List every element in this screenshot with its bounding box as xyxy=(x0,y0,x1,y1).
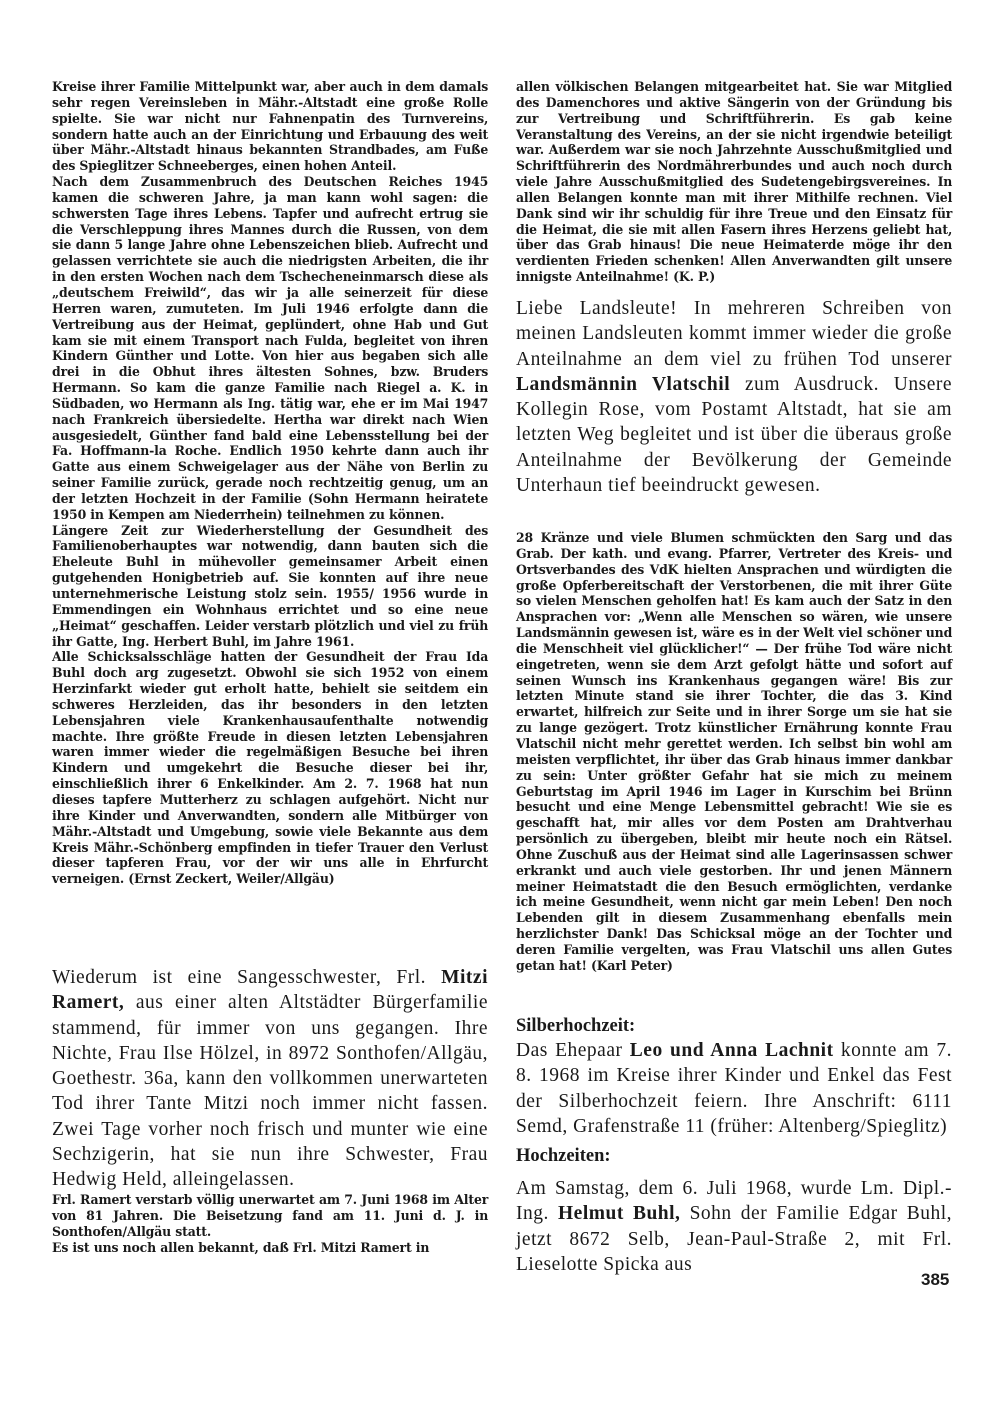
lead-paragraph xyxy=(52,965,488,1193)
paragraph xyxy=(516,1176,952,1277)
text: Das Ehepaar xyxy=(516,1040,630,1061)
person-name: Landsmännin Vlatschil xyxy=(516,373,731,395)
person-name: Mitzi Ramert, xyxy=(52,967,488,1014)
section-silberhochzeit xyxy=(516,1014,952,1139)
lead-paragraph xyxy=(516,296,952,498)
lead-text: Wiederum ist eine Sangesschwester, Frl. xyxy=(52,967,442,988)
article-buhl xyxy=(52,80,488,888)
section-heading: Silberhochzeit: xyxy=(516,1016,636,1036)
paragraph: Frl. Ramert verstarb völlig unerwartet am 7. Juni 1968 im Alter von 81 Jahren. Die Beisetzung fand am 11. Juni d. J. in Sonthofen/Allgäu statt. xyxy=(52,1192,489,1240)
section-heading: Hochzeiten: xyxy=(516,1146,611,1166)
paragraph: Es ist uns noch allen bekannt, daß Frl. Mitzi Ramert in xyxy=(52,1239,430,1256)
person-name: Leo und Anna Lachnit xyxy=(629,1040,834,1061)
lead-text: aus einer alten Altstädter Bürgerfamilie stammend, für immer von uns gegangen. Ihre Nichte, Frau Ilse Hölzel, in 8972 Sonthofen/Allgäu, Goethestr. 36a, kann den vollkommen unerwarteten Tod ihrer Tante Mitzi noch immer nicht fassen. Zwei Tage vorher noch frisch und munter wie eine Sechzigerin, hat sie nun ihre Schwester, Frau Hedwig Held, alleingelassen. xyxy=(52,992,488,1191)
page-number: 385 xyxy=(921,1270,950,1289)
article-ramert-details xyxy=(52,1193,488,1256)
text: konnte am 7. 8. 1968 im Kreise ihrer Kinder und Enkel das Fest der Silberhochzeit feiern. Ihre Anschrift: 6111 Semd, Grafenstraße 11 (früher: Altenberg/Spieglitz) xyxy=(516,1040,952,1137)
paragraph: 28 Kränze und viele Blumen schmückten den Sarg und das Grab. Der kath. und evang. Pfarrer, Vertreter des Kreis- und Ortsverbandes des VdK hielten Ansprachen und würdigten die große Opferbereitschaft der Verstorbenen, die mit ihrer Güte so vielen Menschen geholfen hat! Es kam auch der Satz in den Ansprachen vor: „Wenn alle Menschen so wären, wie unsere Landsmännin gewesen ist, wäre es in der Welt viel schöner und die Menschheit viel glücklicher!“ — Der frühe Tod wäre nicht eingetreten, wenn sie dem Arzt gefolgt hätte und sofort auf seinen Wunsch ins Krankenhaus gegangen wäre! Bis zur letzten Minute stand sie ihrer Tochter, die das 3. Kind erwartet, hilfreich zur Seite und in ihrer Sorge um sie hat sie zu lange gezögert. Trotz künstlicher Ernährung konnte Frau Vlatschil nicht mehr gerettet werden. Ich selbst bin wohl am meisten verpflichtet, ihr über das Grab hinaus immer dankbar zu sein: Unter größter Gefahr hat sie mich zu meinem Geburtstag im April 1946 im Lager in Kurschim bei Brünn besucht und eine Menge Lebensmittel gebracht! Wie sie es geschafft hat, mir alles vor dem Posten am Drahtverhau persönlich zu übergeben, bleibt mir heute noch ein Rätsel. Ohne Zuschuß aus der Heimat sind alle Lagerinsassen schwer erkrankt und auch viele gestorben. Ihr und jenen Männern meiner Heimatstadt die den Besuch ermöglichten, verdanke ich meine Gesundheit, wenn nicht gar mein Leben! Den noch Lebenden gilt in diesem Zusammenhang ebenfalls mein herzlichster Dank! Das Schicksal möge an der Tochter und deren Familie vergelten, was Frau Vlatschil uns allen Gutes getan hat! (Karl Peter) xyxy=(516,530,953,974)
paragraph: allen völkischen Belangen mitgearbeitet hat. Sie war Mitglied des Damenchores und aktive Sängerin von der Gründung bis zur Vertreibung und Schriftführerin. Es gab keine Veranstaltung des Vereins, an der sie nicht irgendwie beteiligt war. Außerdem war sie noch Jahrzehnte Ausschußmitglied und Schriftführerin des Nordmährerbundes und auch noch durch viele Jahre Ausschußmitglied des Sudetengebirgsvereines. In allen Belangen konnte man mit ihrer Mithilfe rechnen. Viel Dank sind wir ihr schuldig für ihre Treue und den Einsatz für die Heimat, die sie mit allen Fasern ihres Herzens geliebt hat, über das Grab hinaus! Die neue Heimaterde möge ihr den verdienten Frieden schenken! Allen Anverwandten gilt unsere innigste Anteilnahme! (K. P.) xyxy=(516,79,953,286)
paragraph: Kreise ihrer Familie Mittelpunkt war, aber auch in dem damals sehr regen Vereinsleben in Mähr.-Altstadt eine große Rolle spielte. Sie war nicht nur Fahnenpatin des Turnvereins, sondern hatte auch an der Einrichtung und Erbauung des weit über Mähr.-Altstadt hinaus bekannten Strandbades, am Fuße des Spieglitzer Schneeberges, einen hohen Anteil. xyxy=(52,79,489,175)
article-vlatschil-details xyxy=(516,531,952,975)
paragraph: Längere Zeit zur Wiederherstellung der Gesundheit des Familienoberhauptes war notwendig, dann bauten sich die Eheleute Buhl in mühevoller gemeinsamer Arbeit einen gutgehenden Honigbetrieb auf. Sie konnten auf ihre neue unternehmerische Leistung stolz sein. 1955/ 1956 wurde in Emmendingen ein Wohnhaus errichtet und so eine neue „Heimat“ geschaffen. Leider verstarb plötzlich und viel zu früh ihr Gatte, Ing. Herbert Buhl, im Jahre 1961. xyxy=(52,522,489,650)
article-ramert xyxy=(52,965,488,1193)
person-name: Helmut Buhl, xyxy=(558,1203,681,1225)
article-vlatschil xyxy=(516,296,952,498)
paragraph: Alle Schicksalsschläge hatten der Gesundheit der Frau Ida Buhl doch arg zugesetzt. Obwohl sie sich 1952 von einem Herzinfarkt wieder gut erholt hatte, behielt sie seitdem ein schweres Herzleiden, das ihr besonders in den letzten Lebensjahren viele Krankenhausaufenthalte notwendig machte. Ihre größte Freude in diesen letzten Lebensjahren waren immer wieder die regelmäßigen Besuche bei ihren Kindern und umgekehrt die Besuche dieser bei ihr, einschließlich ihrer 6 Enkelkinder. Am 2. 7. 1968 hat nun dieses tapfere Mutterherz zu schlagen aufgehört. Nicht nur ihre Kinder und Anverwandten, sondern alle Mitbürger von Mähr.-Altstadt und Umgebung, sowie viele Bekannte aus dem Kreis Mähr.-Schönberg empfinden in tiefer Trauer den Verlust dieser tapferen Frau, vor der wir uns alle in Ehrfurcht verneigen. (Ernst Zeckert, Weiler/Allgäu) xyxy=(52,649,489,888)
paragraph xyxy=(516,1038,952,1139)
lead-text: zum Ausdruck. Unsere Kollegin Rose, vom Postamt Altstadt, hat sie am letzten Weg begleitet und ist über die überaus große Anteilnahme der Bevölkerung der Gemeinde Unterhaun tief beeindruckt gewesen. xyxy=(516,373,953,497)
text: Am Samstag, dem 6. Juli 1968, wurde Lm. Dipl.-Ing. xyxy=(516,1178,952,1225)
lead-text: Liebe Landsleute! In mehreren Schreiben von meinen Landsleuten kommt immer wieder die große Anteilnahme an dem viel zu frühen Tod unserer xyxy=(516,298,952,370)
text: Sohn der Familie Edgar Buhl, jetzt 8672 Selb, Jean-Paul-Straße 2, mit Frl. Lieselotte Spicka aus xyxy=(516,1203,952,1275)
article-ramert-continued xyxy=(516,80,952,286)
paragraph: Nach dem Zusammenbruch des Deutschen Reiches 1945 kamen die schweren Jahre, ja man kann wohl sagen: die schwersten Tage ihres Lebens. Tapfer und aufrecht ertrug sie die Verschleppung ihres Mannes durch die Russen, von dem sie dann 5 lange Jahre ohne Lebenszeichen blieb. Aufrecht und gelassen verrichtete sie auch die niedrigsten Arbeiten, die ihr in den ersten Wochen nach dem Tschecheneinmarsch diese als „deutschem Freiwild“, das wir ja alle seinerzeit für diese Herren waren, zumuteten. Im Juli 1946 erfolgte dann die Vertreibung aus der Heimat, geplündert, ohne Hab und Gut kam sie mit einem Transport nach Fulda, begleitet von ihren Kindern Günther und Lotte. Von hier aus begaben sich alle drei in die Obhut ihres ältesten Sohnes, bzw. Bruders Hermann. So kam die ganze Familie nach Riegel a. K. in Südbaden, wo Hermann als Ing. tätig war, ehe er im Mai 1947 nach Frankreich übersiedelte. Hertha war direkt nach Wien ausgesiedelt, Günther fand bald eine Lebensstellung bei der Fa. Hoffmann-la Roche. Endlich 1950 kehrte dann auch ihr Gatte aus einem Schweigelager aus der Nähe von Berlin zu seiner Familie zurück, gerade noch rechtzeitig genug, um an der letzten Hochzeit in der Familie (Sohn Hermann heiratete 1950 in Kempen am Niederrhein) teilnehmen zu können. xyxy=(52,174,489,523)
section-hochzeiten xyxy=(516,1144,952,1277)
